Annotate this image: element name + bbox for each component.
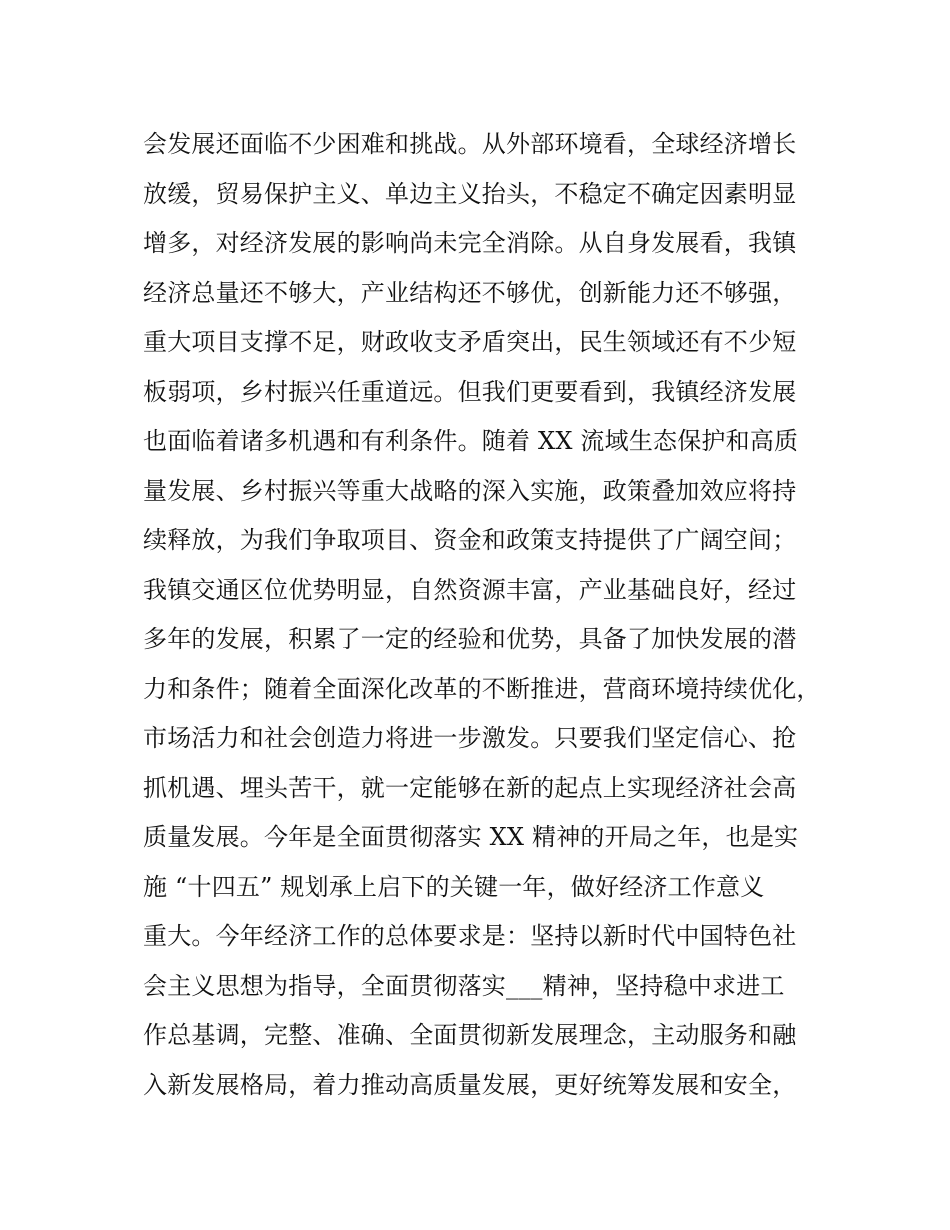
text-line: 续释放，为我们争取项目、资金和政策支持提供了广阔空间； (143, 526, 797, 554)
text-line: 会发展还面临不少困难和挑战。从外部环境看，全球经济增长 (143, 130, 797, 158)
text-line: 增多，对经济发展的影响尚未完全消除。从自身发展看，我镇 (143, 229, 797, 257)
text-line: 力和条件；随着全面深化改革的不断推进，营商环境持续优化， (143, 674, 821, 703)
text-line: 重大项目支撑不足，财政收支矛盾突出，民生领域还有不少短 (143, 328, 797, 356)
text-line: 板弱项，乡村振兴任重道远。但我们更要看到，我镇经济发展 (143, 377, 797, 406)
text-line: 放缓，贸易保护主义、单边主义抬头，不稳定不确定因素明显 (143, 179, 797, 208)
text-line: 重大。今年经济工作的总体要求是：坚持以新时代中国特色社 (143, 922, 797, 950)
text-line: 质量发展。今年是全面贯彻落实 XX 精神的开局之年，也是实 (143, 823, 799, 851)
text-line: 多年的发展，积累了一定的经验和优势，具备了加快发展的潜 (143, 625, 797, 653)
text-line: 施 “十四五” 规划承上启下的关键一年，做好经济工作意义 (143, 872, 765, 901)
text-line: 量发展、乡村振兴等重大战略的深入实施，政策叠加效应将持 (143, 476, 797, 505)
text-line: 也面临着诸多机遇和有利条件。随着 XX 流域生态保护和高质 (143, 427, 799, 455)
text-line: 抓机遇、埋头苦干，就一定能够在新的起点上实现经济社会高 (143, 773, 797, 802)
text-line: 入新发展格局，着力推动高质量发展，更好统筹发展和安全， (143, 1070, 797, 1099)
text-line: 作总基调，完整、准确、全面贯彻新发展理念，主动服务和融 (143, 1021, 797, 1049)
text-line: 我镇交通区位优势明显，自然资源丰富，产业基础良好，经过 (143, 575, 797, 604)
text-line: 市场活力和社会创造力将进一步激发。只要我们坚定信心、抢 (143, 724, 797, 752)
text-line: 经济总量还不够大，产业结构还不够优，创新能力还不够强， (143, 278, 797, 307)
text-line: 会主义思想为指导，全面贯彻落实___精神，坚持稳中求进工 (143, 971, 785, 1000)
body-text (143, 120, 843, 1110)
